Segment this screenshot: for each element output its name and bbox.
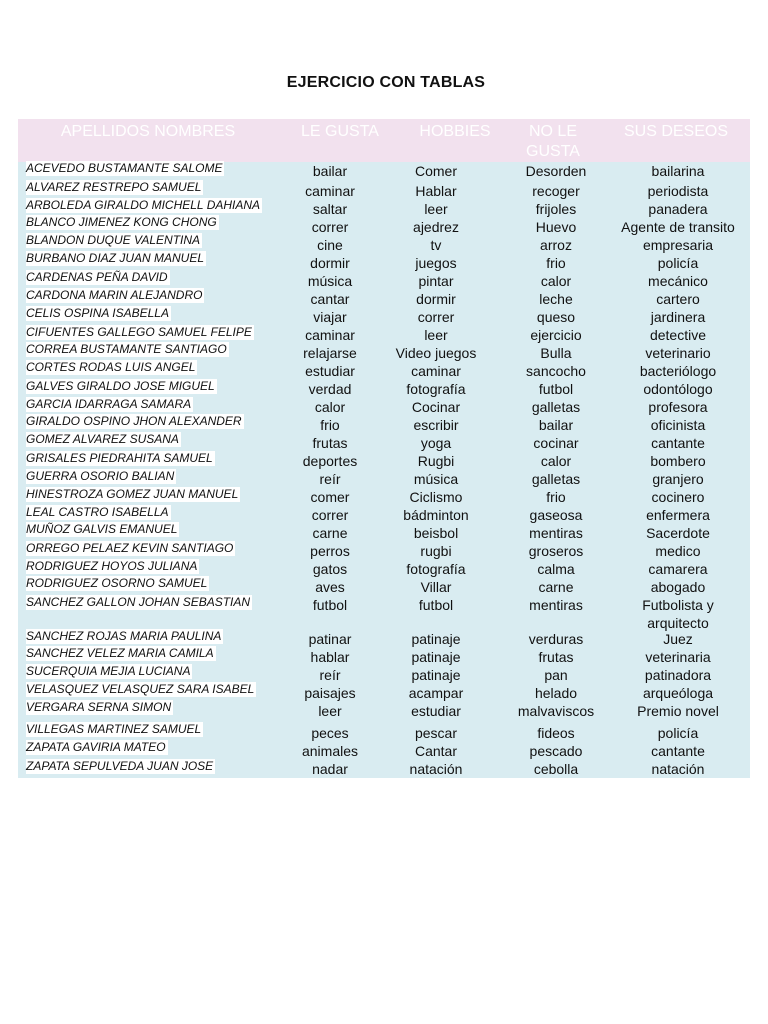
table-row [18,452,750,470]
cell-sus-deseos: policía [657,725,699,741]
cell-le-gusta: saltar [312,201,348,217]
header-apellidos-nombres: APELLIDOS NOMBRES [60,123,236,140]
cell-sus-deseos: profesora [648,399,708,415]
cell-le-gusta: comer [310,489,350,505]
cell-sus-deseos: bombero [650,453,706,469]
cell-le-gusta: leer [318,703,342,719]
cell-le-gusta: nadar [312,761,348,777]
student-name: CARDONA MARIN ALEJANDRO [26,288,203,302]
cell-no-le-gusta: fideos [537,725,575,741]
cell-hobbies: Ciclismo [409,489,463,505]
student-name: GIRALDO OSPINO JHON ALEXANDER [26,414,242,428]
cell-no-le-gusta: calma [537,561,575,577]
student-name: GUERRA OSORIO BALIAN [26,469,175,483]
cell-le-gusta: patinar [308,631,352,647]
student-name: VELASQUEZ VELASQUEZ SARA ISABEL [26,682,255,696]
cell-hobbies: Cocinar [411,399,461,415]
cell-no-le-gusta: helado [534,685,578,701]
cell-sus-deseos: cantante [651,435,705,451]
cell-hobbies: caminar [411,363,461,379]
cell-no-le-gusta: gaseosa [529,507,583,523]
cell-no-le-gusta: queso [536,309,576,325]
cell-sus-deseos: enfermera [646,507,710,523]
student-name: CARDENAS PEÑA DAVID [26,270,168,284]
header-hobbies: HOBBIES [419,123,491,140]
student-name: ZAPATA GAVIRIA MATEO [26,740,166,754]
cell-hobbies: acampar [408,685,464,701]
cell-hobbies: leer [424,201,448,217]
student-name: HINESTROZA GOMEZ JUAN MANUEL [26,487,239,501]
cell-sus-deseos: detective [649,327,707,343]
cell-no-le-gusta: Huevo [535,219,577,235]
table-row [18,578,750,596]
table-row [18,380,750,398]
cell-sus-deseos: oficinista [650,417,706,433]
cell-hobbies: patinaje [411,649,461,665]
student-name: GALVES GIRALDO JOSE MIGUEL [26,379,215,393]
cell-le-gusta: animales [301,743,359,759]
cell-le-gusta: estudiar [305,363,355,379]
cell-no-le-gusta: carne [538,579,574,595]
student-name: GARCIA IDARRAGA SAMARA [26,397,192,411]
student-name: CORREA BUSTAMANTE SANTIAGO [26,342,227,356]
header-le-gusta: LE GUSTA [301,123,379,140]
cell-le-gusta: aves [315,579,345,595]
cell-no-le-gusta: frutas [538,649,574,665]
cell-sus-deseos: Juez [663,631,693,647]
cell-sus-deseos: Futbolista y arquitecto [642,597,714,631]
cell-hobbies: tv [430,237,442,253]
cell-sus-deseos: natación [651,761,705,777]
cell-le-gusta: caminar [305,183,355,199]
cell-le-gusta: bailar [312,163,348,179]
cell-hobbies: dormir [416,291,456,307]
cell-le-gusta: gatos [312,561,348,577]
cell-hobbies: bádminton [403,507,469,523]
table-row [18,434,750,452]
cell-hobbies: pintar [418,273,454,289]
table-body [18,162,750,778]
cell-sus-deseos: abogado [650,579,706,595]
cell-le-gusta: peces [311,725,349,741]
cell-le-gusta: reír [319,667,341,683]
student-name: BURBANO DIAZ JUAN MANUEL [26,251,205,265]
student-name: RODRIGUEZ HOYOS JULIANA [26,559,198,573]
cell-sus-deseos: empresaria [642,237,714,253]
cell-le-gusta: correr [311,507,349,523]
cell-hobbies: Rugbi [417,453,455,469]
student-name: BLANDON DUQUE VALENTINA [26,233,201,247]
cell-sus-deseos: medico [655,543,701,559]
table-row [18,162,750,180]
cell-no-le-gusta: mentiras [529,525,583,541]
cell-hobbies: Video juegos [395,345,477,361]
student-name: ACEVEDO BUSTAMANTE SALOME [26,161,223,175]
cell-no-le-gusta: sancocho [526,363,586,379]
cell-le-gusta: carne [312,525,348,541]
cell-le-gusta: frutas [312,435,348,451]
cell-sus-deseos: jardinera [650,309,706,325]
cell-sus-deseos: Sacerdote [646,525,710,541]
student-name: SANCHEZ VELEZ MARIA CAMILA [26,646,214,660]
cell-hobbies: escribir [413,417,459,433]
table-row [18,542,750,560]
table-row [18,362,750,380]
cell-sus-deseos: bacteriólogo [639,363,717,379]
cell-no-le-gusta: futbol [538,381,574,397]
cell-no-le-gusta: cocinar [533,435,579,451]
cell-no-le-gusta: galletas [531,471,581,487]
cell-le-gusta: paisajes [304,685,356,701]
student-name: SUCERQUIA MEJIA LUCIANA [26,664,191,678]
cell-hobbies: Hablar [415,183,457,199]
cell-le-gusta: reír [319,471,341,487]
cell-hobbies: yoga [420,435,452,451]
student-name: LEAL CASTRO ISABELLA [26,505,169,519]
cell-sus-deseos: cocinero [651,489,705,505]
cell-le-gusta: frio [320,417,340,433]
cell-hobbies: beisbol [413,525,459,541]
student-name: GOMEZ ALVAREZ SUSANA [26,432,179,446]
page-title: EJERCICIO CON TABLAS [286,74,486,91]
table-row [18,760,750,778]
cell-sus-deseos: patinadora [644,667,712,683]
cell-hobbies: pescar [414,725,458,741]
cell-hobbies: patinaje [411,667,461,683]
students-table [18,119,750,778]
table-row [18,595,750,631]
student-name: SANCHEZ GALLON JOHAN SEBASTIAN [26,595,251,609]
table-row [18,308,750,326]
cell-no-le-gusta: pescado [529,743,583,759]
cell-sus-deseos: Premio novel [637,703,719,719]
cell-hobbies: juegos [415,255,457,271]
cell-no-le-gusta: frio [546,489,566,505]
cell-no-le-gusta: arroz [540,237,572,253]
student-name: CORTES RODAS LUIS ANGEL [26,360,196,374]
student-name: BLANCO JIMENEZ KONG CHONG [26,215,217,229]
cell-hobbies: futbol [418,597,454,613]
cell-no-le-gusta: leche [539,291,573,307]
cell-hobbies: patinaje [411,631,461,647]
cell-le-gusta: relajarse [303,345,357,361]
cell-le-gusta: calor [314,399,346,415]
cell-no-le-gusta: groseros [528,543,584,559]
cell-hobbies: natación [409,761,463,777]
student-name: VERGARA SERNA SIMON [26,700,172,714]
cell-le-gusta: deportes [302,453,358,469]
cell-le-gusta: caminar [305,327,355,343]
cell-sus-deseos: panadera [648,201,708,217]
table-row [18,488,750,506]
student-name: ARBOLEDA GIRALDO MICHELL DAHIANA [26,198,261,212]
table-row [18,742,750,760]
cell-hobbies: Cantar [414,743,458,759]
student-name: GRISALES PIEDRAHITA SAMUEL [26,451,213,465]
cell-hobbies: fotografía [406,561,466,577]
cell-no-le-gusta: recoger [532,183,580,199]
cell-le-gusta: cantar [310,291,350,307]
cell-no-le-gusta: Bulla [540,345,572,361]
cell-hobbies: Villar [420,579,452,595]
student-name: ORREGO PELAEZ KEVIN SANTIAGO [26,541,234,555]
header-no-le-gusta: NO LE GUSTA [526,123,580,160]
cell-sus-deseos: veterinaria [645,649,711,665]
cell-no-le-gusta: ejercicio [530,327,582,343]
table-row [18,470,750,488]
student-name: RODRIGUEZ OSORNO SAMUEL [26,576,208,590]
cell-sus-deseos: Agente de transito [621,219,735,235]
cell-hobbies: ajedrez [413,219,459,235]
student-name: VILLEGAS MARTINEZ SAMUEL [26,722,202,736]
cell-no-le-gusta: bailar [538,417,574,433]
cell-sus-deseos: cantante [651,743,705,759]
student-name: MUÑOZ GALVIS EMANUEL [26,522,178,536]
cell-no-le-gusta: frijoles [535,201,577,217]
cell-no-le-gusta: frio [546,255,566,271]
header-sus-deseos: SUS DESEOS [623,123,729,140]
cell-no-le-gusta: calor [540,273,572,289]
cell-no-le-gusta: verduras [528,631,584,647]
cell-hobbies: fotografía [406,381,466,397]
cell-sus-deseos: cartero [656,291,700,307]
cell-le-gusta: verdad [308,381,352,397]
cell-hobbies: estudiar [411,703,461,719]
cell-hobbies: música [413,471,459,487]
cell-sus-deseos: camarera [648,561,708,577]
cell-le-gusta: perros [310,543,350,559]
student-name: ZAPATA SEPULVEDA JUAN JOSE [26,759,214,773]
cell-hobbies: Comer [414,163,457,179]
cell-sus-deseos: bailarina [651,163,705,179]
student-name: CELIS OSPINA ISABELLA [26,306,169,320]
table-header [18,119,750,162]
cell-sus-deseos: policía [657,255,699,271]
cell-no-le-gusta: Desorden [525,163,587,179]
student-name: CIFUENTES GALLEGO SAMUEL FELIPE [26,325,252,339]
cell-sus-deseos: mecánico [648,273,708,289]
cell-le-gusta: dormir [310,255,350,271]
cell-hobbies: leer [424,327,448,343]
cell-le-gusta: cine [317,237,343,253]
table-row [18,702,750,720]
cell-le-gusta: hablar [310,649,350,665]
cell-no-le-gusta: galletas [531,399,581,415]
cell-no-le-gusta: malvaviscos [517,703,595,719]
cell-hobbies: rugbi [420,543,452,559]
cell-no-le-gusta: pan [544,667,568,683]
cell-sus-deseos: veterinario [645,345,711,361]
cell-no-le-gusta: mentiras [529,597,583,613]
student-name: SANCHEZ ROJAS MARIA PAULINA [26,629,222,643]
cell-sus-deseos: odontólogo [643,381,713,397]
cell-le-gusta: correr [311,219,349,235]
cell-sus-deseos: granjero [652,471,704,487]
cell-no-le-gusta: calor [540,453,572,469]
cell-le-gusta: música [307,273,353,289]
table-row [18,524,750,542]
cell-le-gusta: futbol [312,597,348,613]
cell-hobbies: correr [417,309,455,325]
cell-le-gusta: viajar [313,309,347,325]
cell-sus-deseos: periodista [647,183,709,199]
cell-sus-deseos: arqueóloga [642,685,714,701]
student-name: ALVAREZ RESTREPO SAMUEL [26,180,202,194]
cell-no-le-gusta: cebolla [533,761,579,777]
